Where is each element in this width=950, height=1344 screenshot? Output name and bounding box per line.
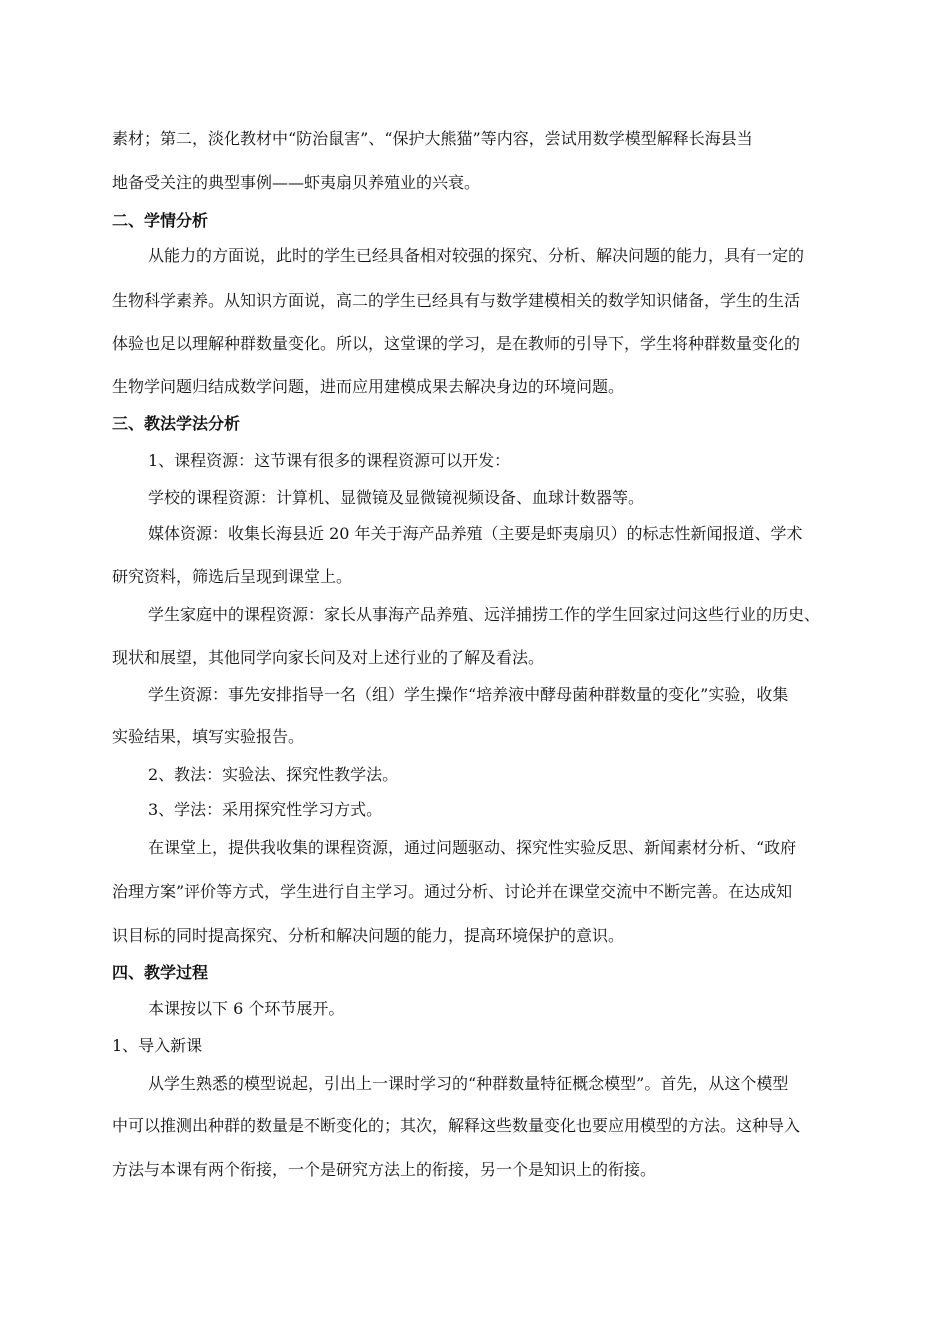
text-line: 体验也足以理解种群数量变化。所以，这堂课的学习，是在教师的引导下，学生将种群数量变化的: [112, 334, 801, 353]
text-line: 2、教法：实验法、探究性教学法。: [148, 765, 399, 784]
text-line: 识目标的同时提高探究、分析和解决问题的能力，提高环境保护的意识。: [112, 926, 625, 945]
section-heading: 四、教学过程: [112, 963, 209, 982]
text-line: 生物学问题归结成数学问题，进而应用建模成果去解决身边的环境问题。: [112, 377, 625, 396]
text-line: 3、学法：采用探究性学习方式。: [148, 800, 383, 819]
section-heading: 二、学情分析: [112, 211, 209, 230]
text-line: 素材；第二，淡化教材中“防治鼠害”、“保护大熊猫”等内容，尝试用数学模型解释长海县当: [112, 129, 753, 148]
text-line: 1、课程资源：这节课有很多的课程资源可以开发：: [148, 451, 511, 470]
text-line: 学校的课程资源：计算机、显微镜及显微镜视频设备、血球计数器等。: [148, 488, 645, 507]
text-line: 现状和展望，其他同学向家长问及对上述行业的了解及看法。: [112, 648, 545, 667]
text-line: 方法与本课有两个衔接，一个是研究方法上的衔接，另一个是知识上的衔接。: [112, 1160, 657, 1179]
text-line: 媒体资源：收集长海县近 20 年关于海产品养殖（主要是虾夷扇贝）的标志性新闻报道、学术: [148, 524, 803, 543]
text-line: 治理方案”评价等方式，学生进行自主学习。通过分析、讨论并在课堂交流中不断完善。在达成知: [112, 882, 793, 901]
text-line: 在课堂上，提供我收集的课程资源，通过问题驱动、探究性实验反思、新闻素材分析、“政府: [148, 838, 797, 857]
section-heading: 三、教法学法分析: [112, 414, 241, 433]
text-line: 学生资源：事先安排指导一名（组）学生操作“培养液中酵母菌种群数量的变化”实验，收集: [148, 685, 789, 704]
text-line: 地备受关注的典型事例——虾夷扇贝养殖业的兴衰。: [112, 173, 481, 192]
text-line: 从能力的方面说，此时的学生已经具备相对较强的探究、分析、解决问题的能力，具有一定的: [148, 246, 805, 265]
text-line: 实验结果，填写实验报告。: [112, 727, 305, 746]
subsection-heading: 1、导入新课: [112, 1036, 203, 1055]
text-line: 本课按以下 6 个环节展开。: [148, 999, 345, 1018]
text-line: 研究资料，筛选后呈现到课堂上。: [112, 567, 353, 586]
text-line: 从学生熟悉的模型说起，引出上一课时学习的“种群数量特征概念模型”。首先，从这个模型: [148, 1074, 789, 1093]
text-line: 中可以推测出种群的数量是不断变化的；其次，解释这些数量变化也要应用模型的方法。这种导入: [112, 1116, 801, 1135]
text-line: 学生家庭中的课程资源：家长从事海产品养殖、远洋捕捞工作的学生回家过问这些行业的历史、: [148, 605, 821, 624]
text-line: 生物科学素养。从知识方面说，高二的学生已经具有与数学建模相关的数学知识储备，学生的生活: [112, 291, 801, 310]
